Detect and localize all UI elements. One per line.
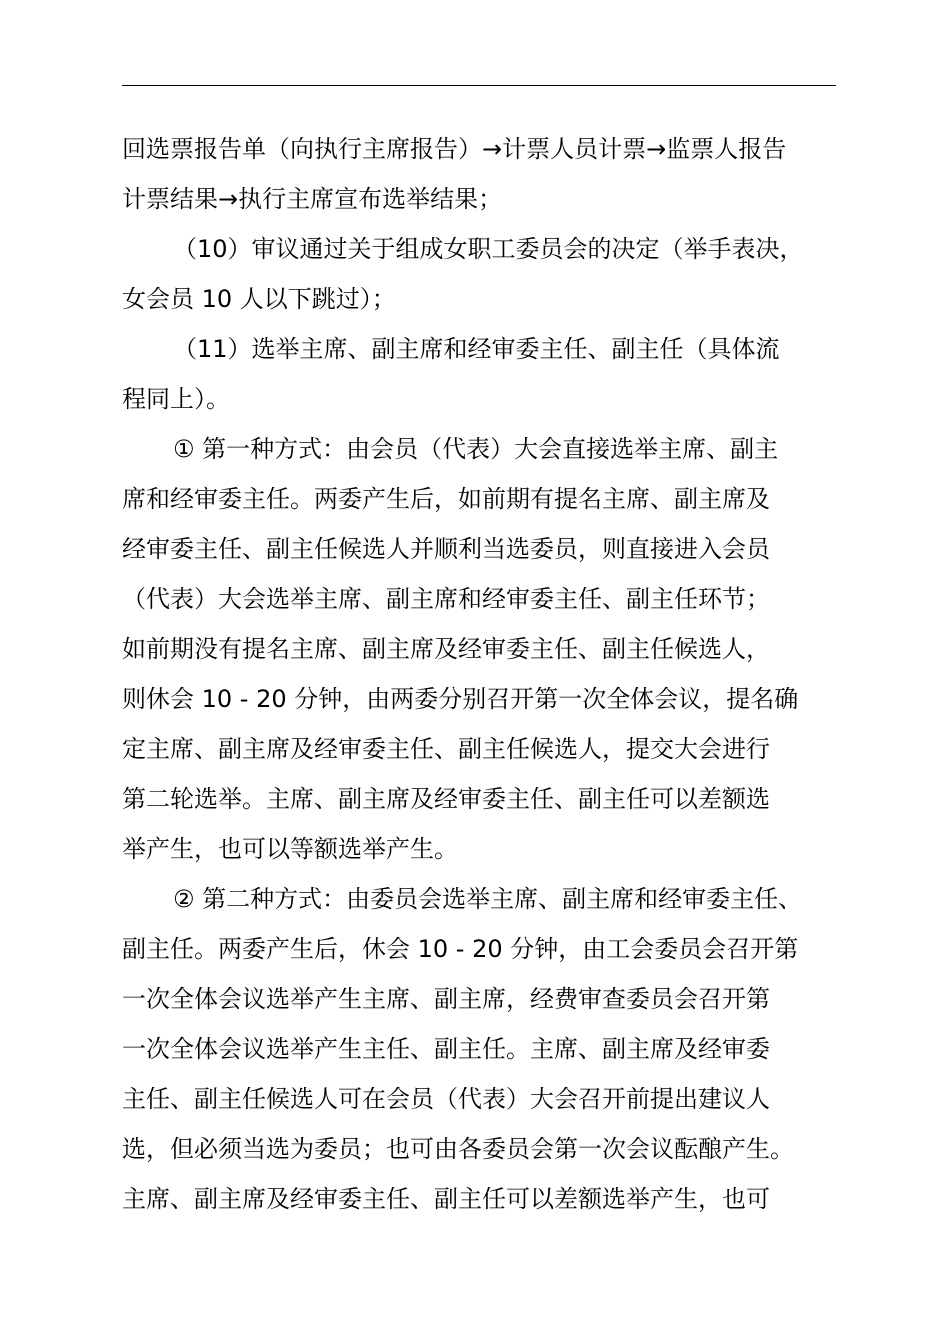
text-line: 回选票报告单（向执行主席报告）→计票人员计票→监票人报告 xyxy=(122,135,787,163)
header-rule xyxy=(122,85,836,86)
text-line: 副主任。两委产生后，休会 10 - 20 分钟，由工会委员会召开第 xyxy=(122,935,799,963)
text-line: ① 第一种方式：由会员（代表）大会直接选举主席、副主 xyxy=(173,435,779,463)
text-line: 一次全体会议选举产生主席、副主席，经费审查委员会召开第 xyxy=(122,985,770,1013)
text-line: 一次全体会议选举产生主任、副主任。主席、副主席及经审委 xyxy=(122,1035,770,1063)
text-line: 则休会 10 - 20 分钟，由两委分别召开第一次全体会议，提名确 xyxy=(122,685,799,713)
text-line: 选，但必须当选为委员；也可由各委员会第一次会议酝酿产生。 xyxy=(122,1135,794,1163)
text-line: 定主席、副主席及经审委主任、副主任候选人，提交大会进行 xyxy=(122,735,770,763)
document-body xyxy=(122,124,838,1224)
text-line: 主席、副主席及经审委主任、副主任可以差额选举产生，也可 xyxy=(122,1185,770,1213)
text-line: ② 第二种方式：由委员会选举主席、副主席和经审委主任、 xyxy=(173,885,803,913)
text-line: 席和经审委主任。两委产生后，如前期有提名主席、副主席及 xyxy=(122,485,770,513)
text-line: 计票结果→执行主席宣布选举结果； xyxy=(122,185,503,213)
text-line: （11）选举主席、副主席和经审委主任、副主任（具体流 xyxy=(173,335,780,363)
text-line: 如前期没有提名主席、副主席及经审委主任、副主任候选人， xyxy=(122,635,770,663)
text-line: 程同上）。 xyxy=(122,385,230,413)
text-line: （10）审议通过关于组成女职工委员会的决定（举手表决， xyxy=(173,235,804,263)
text-line: 经审委主任、副主任候选人并顺利当选委员，则直接进入会员 xyxy=(122,535,770,563)
text-line: 第二轮选举。主席、副主席及经审委主任、副主任可以差额选 xyxy=(122,785,770,813)
text-line: （代表）大会选举主席、副主席和经审委主任、副主任环节； xyxy=(122,585,770,613)
text-line: 举产生，也可以等额选举产生。 xyxy=(122,835,458,863)
text-line: 主任、副主任候选人可在会员（代表）大会召开前提出建议人 xyxy=(122,1085,770,1113)
text-line: 女会员 10 人以下跳过）； xyxy=(122,285,396,313)
